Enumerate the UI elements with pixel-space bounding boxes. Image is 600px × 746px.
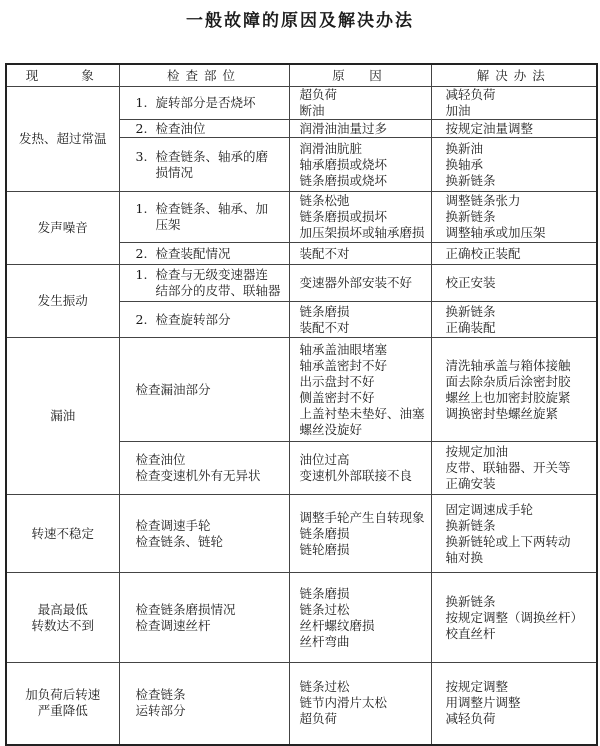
- cause-cell: [289, 243, 431, 265]
- table-row: [6, 265, 597, 302]
- solution-line: 清洗轴承盖与箱体接触: [445, 357, 571, 373]
- phenomenon-cell: [6, 338, 119, 495]
- page-title: 一般故障的原因及解决办法: [186, 11, 414, 31]
- cause-cell: [289, 192, 431, 243]
- cause-line: 链条磨损或损坏: [299, 209, 388, 224]
- cause-line: 链条磨损或烧坏: [299, 172, 388, 188]
- solution-cell: [431, 302, 597, 338]
- cause-cell: [289, 663, 431, 745]
- phenomenon-line: 漏油: [50, 408, 76, 423]
- solution-line: 调换密封垫螺丝旋紧: [445, 405, 559, 421]
- cause-cell: [289, 338, 431, 442]
- check-cell: [119, 265, 289, 302]
- table-row: [6, 573, 597, 663]
- solution-line: 校直丝杆: [445, 625, 496, 641]
- solution-line: 正确安装: [445, 476, 496, 491]
- item-text: [156, 149, 269, 181]
- cause-line: 装配不对: [299, 245, 350, 261]
- cause-cell: [289, 442, 431, 495]
- check-line: 检查链条、轴承的磨: [155, 148, 269, 164]
- cause-line: 侧盖密封不好: [299, 389, 375, 405]
- solution-line: 调整轴承或加压架: [445, 225, 546, 240]
- check-line: 检查装配情况: [155, 245, 231, 261]
- check-line: 检查链条: [135, 687, 186, 703]
- item-text: [156, 267, 281, 299]
- item-number: 1.: [135, 95, 148, 110]
- cause-line: 链轮磨损: [299, 541, 350, 557]
- check-line: 检查链条磨损情况: [135, 601, 236, 617]
- solution-line: 换新链轮或上下两转动: [445, 533, 571, 549]
- cause-line: 装配不对: [299, 319, 350, 335]
- cause-line: 螺丝没旋好: [299, 421, 363, 437]
- numbered-item: [136, 312, 289, 328]
- solution-cell: [431, 265, 597, 302]
- solution-line: 换新链条: [445, 517, 496, 533]
- cause-line: 出示盘封不好: [299, 373, 375, 389]
- check-cell: [119, 442, 289, 495]
- solution-cell: [431, 338, 597, 442]
- check-cell: [119, 120, 289, 138]
- item-number: 2.: [135, 245, 148, 261]
- check-cell: [119, 192, 289, 243]
- table-row: [6, 87, 597, 120]
- table-row: [6, 338, 597, 442]
- phenomenon-line: 转数达不到: [31, 617, 94, 633]
- numbered-item: [136, 267, 289, 299]
- cause-line: 链条磨损: [299, 303, 350, 319]
- check-line: 检查链条、链轮: [135, 533, 224, 549]
- cause-line: 上盖衬垫未垫好、油塞: [299, 405, 425, 421]
- header-check-location: 检查部位: [119, 64, 289, 87]
- solution-line: 加油: [445, 103, 471, 118]
- check-line: 检查漏油部分: [135, 381, 211, 397]
- solution-cell: [431, 442, 597, 495]
- check-line: 检查变速机外有无异状: [135, 468, 261, 483]
- solution-line: 按规定油量调整: [445, 120, 534, 136]
- solution-line: 皮带、联轴器、开关等: [445, 460, 571, 475]
- solution-line: 固定调速成手轮: [445, 501, 534, 517]
- solution-cell: [431, 243, 597, 265]
- numbered-item: [136, 121, 289, 137]
- solution-line: 螺丝上也加密封胶旋紧: [445, 389, 571, 405]
- solution-line: 校正安装: [445, 275, 496, 290]
- cause-line: 润滑油油量过多: [299, 120, 388, 136]
- check-line: 检查旋转部分: [155, 311, 231, 327]
- check-line: 检查调速手轮: [135, 517, 211, 533]
- phenomenon-line: 最高最低: [37, 601, 88, 617]
- cause-cell: [289, 87, 431, 120]
- cause-line: 变速机外部联接不良: [299, 468, 413, 483]
- numbered-item: [136, 95, 289, 111]
- cause-line: 变速器外部安装不好: [299, 275, 413, 290]
- solution-line: 面去除杂质后涂密封胶: [445, 373, 571, 389]
- solution-line: 减轻负荷: [445, 711, 496, 727]
- phenomenon-line: 发生振动: [37, 293, 88, 308]
- phenomenon-line: 发热、超过常温: [18, 131, 107, 146]
- check-line: 损情况: [155, 164, 194, 180]
- item-number: 2.: [135, 120, 148, 136]
- table-row: [6, 495, 597, 573]
- cause-line: 断油: [299, 103, 325, 118]
- solution-line: 换新链条: [445, 303, 496, 319]
- check-line: 检查链条、轴承、加: [155, 201, 269, 216]
- cause-cell: [289, 138, 431, 192]
- solution-line: 按规定调整（调换丝杆）: [445, 609, 584, 625]
- fault-table: [5, 63, 598, 746]
- check-line: 检查与无级变速器连: [155, 267, 269, 282]
- solution-line: 调整链条张力: [445, 193, 521, 208]
- phenomenon-cell: [6, 87, 119, 192]
- solution-cell: [431, 573, 597, 663]
- solution-line: 换新链条: [445, 172, 496, 188]
- cause-cell: [289, 573, 431, 663]
- phenomenon-cell: [6, 192, 119, 265]
- numbered-item: [136, 201, 289, 233]
- check-cell: [119, 663, 289, 745]
- header-row: [6, 64, 597, 87]
- header-solution: 解决办法: [431, 64, 597, 87]
- check-line: 检查调速丝杆: [135, 617, 211, 633]
- cause-line: 链条松弛: [299, 193, 350, 208]
- cause-line: 轴承盖密封不好: [299, 357, 388, 373]
- item-text: [156, 201, 269, 233]
- solution-line: 换新油: [445, 140, 484, 156]
- phenomenon-line: 发声噪音: [37, 220, 88, 235]
- solution-line: 换轴承: [445, 156, 484, 172]
- check-cell: [119, 338, 289, 442]
- item-number: 1.: [135, 201, 148, 216]
- solution-line: 轴对换: [445, 549, 484, 565]
- cause-line: 超负荷: [299, 87, 338, 102]
- cause-line: 链条磨损: [299, 585, 350, 601]
- check-cell: [119, 495, 289, 573]
- numbered-item: [136, 246, 289, 262]
- phenomenon-line: 转速不稳定: [31, 525, 94, 541]
- check-line: 旋转部分是否烧坏: [155, 95, 256, 110]
- item-number: 1.: [135, 267, 148, 282]
- cause-line: 超负荷: [299, 711, 338, 727]
- cause-line: 丝杆弯曲: [299, 633, 350, 649]
- item-text: [156, 121, 206, 137]
- cause-cell: [289, 495, 431, 573]
- item-number: 2.: [135, 311, 148, 327]
- cause-line: 链节内滑片太松: [299, 695, 388, 711]
- cause-cell: [289, 120, 431, 138]
- cause-cell: [289, 302, 431, 338]
- item-text: [156, 312, 231, 328]
- check-line: 运转部分: [135, 703, 186, 719]
- solution-cell: [431, 495, 597, 573]
- solution-line: 按规定加油: [445, 444, 509, 459]
- check-cell: [119, 573, 289, 663]
- item-text: [156, 95, 256, 111]
- cause-line: 链条过松: [299, 679, 350, 695]
- cause-line: 油位过高: [299, 452, 350, 467]
- phenomenon-line: 加负荷后转速: [25, 687, 101, 703]
- cause-cell: [289, 265, 431, 302]
- phenomenon-line: 严重降低: [37, 703, 88, 719]
- header-cause: 原 因: [289, 64, 431, 87]
- table-row: [6, 663, 597, 745]
- item-number: 3.: [135, 148, 148, 164]
- phenomenon-cell: [6, 573, 119, 663]
- check-line: 检查油位: [155, 120, 206, 136]
- phenomenon-cell: [6, 265, 119, 338]
- cause-line: 轴承盖油眼堵塞: [299, 341, 388, 357]
- header-phenomenon: 现 象: [6, 64, 119, 87]
- solution-line: 减轻负荷: [445, 87, 496, 102]
- table-row: [6, 192, 597, 243]
- solution-line: 正确装配: [445, 319, 496, 335]
- cause-line: 调整手轮产生自转现象: [299, 509, 425, 525]
- check-cell: [119, 138, 289, 192]
- solution-line: 换新链条: [445, 593, 496, 609]
- solution-line: 用调整片调整: [445, 695, 521, 711]
- solution-cell: [431, 120, 597, 138]
- solution-line: 正确校正装配: [445, 245, 521, 261]
- check-cell: [119, 87, 289, 120]
- solution-cell: [431, 138, 597, 192]
- check-line: 压架: [155, 217, 181, 232]
- numbered-item: [136, 149, 289, 181]
- solution-cell: [431, 192, 597, 243]
- solution-line: 按规定调整: [445, 679, 509, 695]
- solution-cell: [431, 663, 597, 745]
- phenomenon-cell: [6, 663, 119, 745]
- check-line: 检查油位: [135, 452, 186, 467]
- item-text: [156, 246, 231, 262]
- check-line: 结部分的皮带、联轴器: [155, 283, 281, 298]
- cause-line: 轴承磨损或烧坏: [299, 156, 388, 172]
- cause-line: 加压架损坏或轴承磨损: [299, 225, 425, 240]
- check-cell: [119, 243, 289, 265]
- solution-line: 换新链条: [445, 209, 496, 224]
- cause-line: 润滑油肮脏: [299, 140, 363, 156]
- phenomenon-cell: [6, 495, 119, 573]
- cause-line: 链条过松: [299, 601, 350, 617]
- cause-line: 链条磨损: [299, 525, 350, 541]
- cause-line: 丝杆螺纹磨损: [299, 617, 375, 633]
- solution-cell: [431, 87, 597, 120]
- check-cell: [119, 302, 289, 338]
